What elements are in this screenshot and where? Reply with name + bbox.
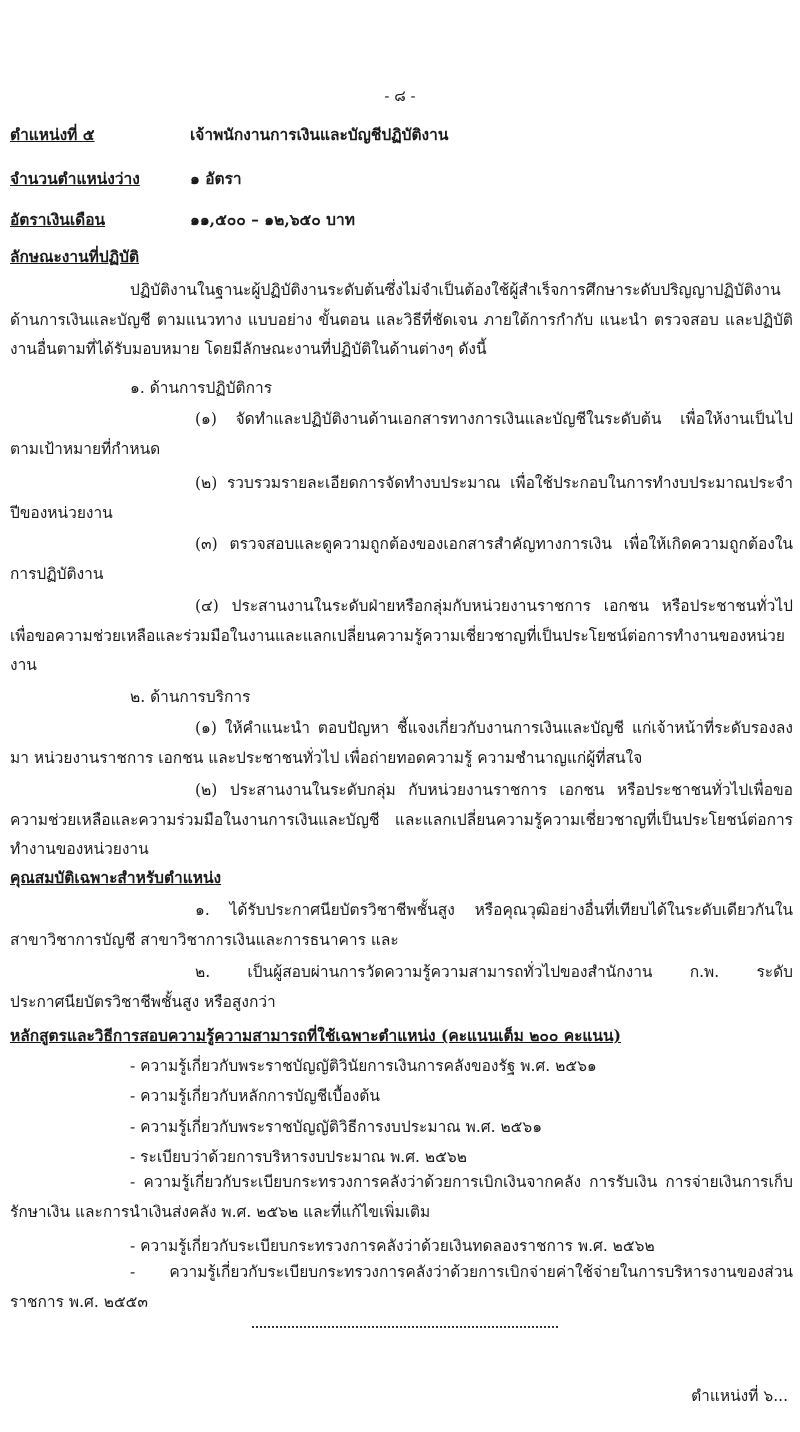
section1-item-4: (๔) ประสานงานในระดับฝ่ายหรือกลุ่มกับหน่วยงานราชการ เอกชน หรือประชาชนทั่วไปเพื่อขอความช่วยเหลือและร่วมมือในงานและแลกเปลี่ยนความรู้ความเชี่ยวชาญที่เป็นประโยชน์ต่อการทำงานของหน่วยงาน	[10, 597, 793, 674]
salary-value: ๑๑,๕๐๐ – ๑๒,๖๕๐ บาท	[190, 210, 355, 229]
exam-item-1: - ความรู้เกี่ยวกับพระราชบัญญัติวินัยการเงินการคลังของรัฐ พ.ศ. ๒๕๖๑	[130, 1057, 597, 1075]
exam-item-7: - ความรู้เกี่ยวกับระเบียบกระทรวงการคลังว่าด้วยการเบิกจ่ายค่าใช้จ่ายในการบริหารงานของส่วนราชการ พ.ศ. ๒๕๕๓	[10, 1263, 793, 1311]
vacancy-value: ๑ อัตรา	[190, 169, 242, 188]
qualification-item-1: ๑. ได้รับประกาศนียบัตรวิชาชีพชั้นสูง หรือคุณวุฒิอย่างอื่นที่เทียบได้ในระดับเดียวกันในสาขาวิชาการบัญชี สาขาวิชาการเงินและการธนาคาร และ	[10, 901, 793, 949]
page-number: - ๘ -	[384, 87, 416, 105]
salary-label: อัตราเงินเดือน	[10, 210, 106, 229]
position-label: ตำแหน่งที่ ๕	[10, 125, 95, 144]
exam-item-3: - ความรู้เกี่ยวกับพระราชบัญญัติวิธีการงบประมาณ พ.ศ. ๒๕๖๑	[130, 1118, 543, 1136]
section2-title: ๒. ด้านการบริการ	[130, 688, 251, 706]
section1-title: ๑. ด้านการปฏิบัติการ	[130, 379, 273, 397]
exam-item-5: - ความรู้เกี่ยวกับระเบียบกระทรวงการคลังว่าด้วยการเบิกเงินจากคลัง การรับเงิน การจ่ายเงินการเก็บรักษาเงิน และการนำเงินส่งคลัง พ.ศ. ๒๕๖๒ และที่แก้ไขเพิ่มเติม	[10, 1173, 793, 1221]
position-value: เจ้าพนักงานการเงินและบัญชีปฏิบัติงาน	[190, 125, 449, 144]
exam-heading: หลักสูตรและวิธีการสอบความรู้ความสามารถที่ใช้เฉพาะตำแหน่ง (คะแนนเต็ม ๒๐๐ คะแนน)	[10, 1026, 621, 1045]
section1-item-3: (๓) ตรวจสอบและดูความถูกต้องของเอกสารสำคัญทางการเงิน เพื่อให้เกิดความถูกต้องในการปฏิบัติงาน	[10, 535, 793, 583]
duties-intro: ปฏิบัติงานในฐานะผู้ปฏิบัติงานระดับต้นซึ่งไม่จำเป็นต้องใช้ผู้สำเร็จการศึกษาระดับปริญญาปฏิบัติงานด้านการเงินและบัญชี ตามแนวทาง แบบอย่าง ขั้นตอน และวิธีที่ชัดเจน ภายใต้การกำกับ แนะนำ ตรวจสอบ และปฏิบัติงานอื่นตามที่ได้รับมอบหมาย โดยมีลักษณะงานที่ปฏิบัติในด้านต่างๆ ดังนี้	[10, 281, 793, 358]
exam-item-6: - ความรู้เกี่ยวกับระเบียบกระทรวงการคลังว่าด้วยเงินทดลองราชการ พ.ศ. ๒๕๖๒	[130, 1237, 655, 1255]
section1-item-2: (๒) รวบรวมรายละเอียดการจัดทำงบประมาณ เพื่อใช้ประกอบในการทำงบประมาณประจำปีของหน่วยงาน	[10, 474, 793, 522]
section1-item-1: (๑) จัดทำและปฏิบัติงานด้านเอกสารทางการเงินและบัญชีในระดับต้น เพื่อให้งานเป็นไปตามเป้าหมายที่กำหนด	[10, 410, 793, 458]
vacancy-label: จำนวนตำแหน่งว่าง	[10, 169, 140, 188]
section2-item-2: (๒) ประสานงานในระดับกลุ่ม กับหน่วยงานราชการ เอกชน หรือประชาชนทั่วไปเพื่อขอความช่วยเหลือและความร่วมมือในงานการเงินและบัญชี และแลกเปลี่ยนความรู้ความเชี่ยวชาญที่เป็นประโยชน์ต่อการทำงานของหน่วยงาน	[10, 781, 793, 858]
next-page-indicator: ตำแหน่งที่ ๖...	[691, 1387, 788, 1405]
dotted-separator	[252, 1326, 558, 1328]
duties-heading: ลักษณะงานที่ปฏิบัติ	[10, 247, 140, 266]
section2-item-1: (๑) ให้คำแนะนำ ตอบปัญหา ชี้แจงเกี่ยวกับงานการเงินและบัญชี แก่เจ้าหน้าที่ระดับรองลงมา หน่วยงานราชการ เอกชน และประชาชนทั่วไป เพื่อถ่ายทอดความรู้ ความชำนาญแก่ผู้ที่สนใจ	[10, 719, 793, 767]
qualification-item-2: ๒. เป็นผู้สอบผ่านการวัดความรู้ความสามารถทั่วไปของสำนักงาน ก.พ. ระดับประกาศนียบัตรวิชาชีพชั้นสูง หรือสูงกว่า	[10, 963, 793, 1011]
qualifications-heading: คุณสมบัติเฉพาะสำหรับตำแหน่ง	[10, 868, 222, 887]
exam-item-2: - ความรู้เกี่ยวกับหลักการบัญชีเบื้องต้น	[130, 1087, 380, 1105]
exam-item-4: - ระเบียบว่าด้วยการบริหารงบประมาณ พ.ศ. ๒๕๖๒	[130, 1148, 467, 1166]
